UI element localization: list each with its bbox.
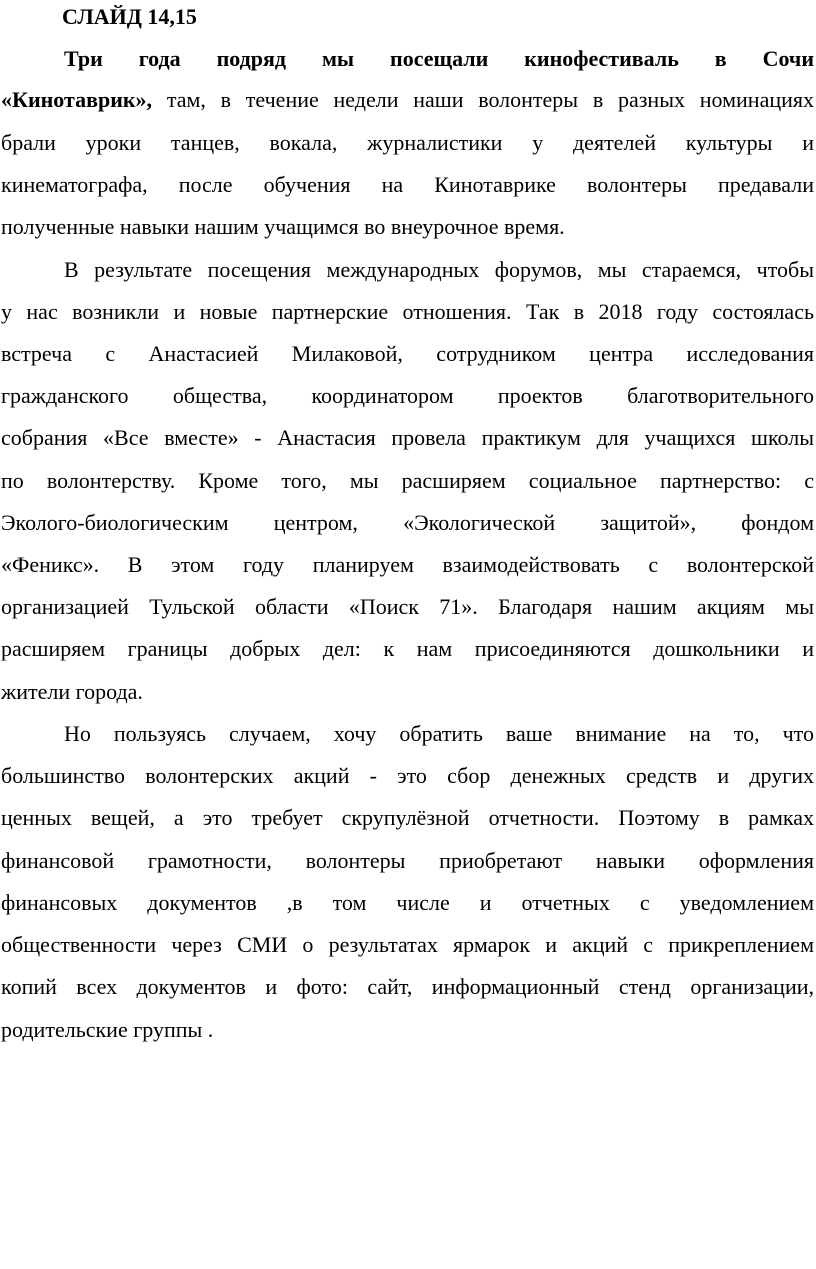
paragraph-2-line-4: гражданского общества, координатором проектов благотворительного (1, 383, 814, 408)
paragraph-1-line-1: Три года подряд мы посещали кинофестиваль в Сочи (64, 46, 814, 71)
paragraph-2-line-6: по волонтерству. Кроме того, мы расширяем социальное партнерство: с (1, 468, 814, 493)
festival-name: «Кинотаврик», (1, 87, 153, 112)
paragraph-2-line-11: жители города. (1, 679, 143, 704)
paragraph-3-line-8: родительские группы . (1, 1017, 214, 1042)
paragraph-2-line-5: собрания «Все вместе» - Анастасия провела практикум для учащихся школы (1, 425, 814, 450)
paragraph-2-line-9: организацией Тульской области «Поиск 71». Благодаря нашим акциям мы (1, 594, 814, 619)
paragraph-3-line-6: общественности через СМИ о результатах ярмарок и акций с прикреплением (1, 932, 814, 957)
paragraph-3-line-3: ценных вещей, а это требует скрупулёзной отчетности. Поэтому в рамках (1, 805, 814, 830)
paragraph-3-line-7: копий всех документов и фото: сайт, информационный стенд организации, (1, 974, 814, 999)
paragraph-2-line-2: у нас возникли и новые партнерские отношения. Так в 2018 году состоялась (1, 299, 814, 324)
paragraph-1-line-5: полученные навыки нашим учащимся во внеурочное время. (1, 214, 565, 239)
paragraph-1-line-2 (1, 85, 814, 115)
slide-title: СЛАЙД 14,15 (62, 4, 197, 29)
paragraph-2-line-3: встреча с Анастасией Милаковой, сотрудником центра исследования (1, 341, 814, 366)
paragraph-2-line-7: Эколого-биологическим центром, «Экологической защитой», фондом (1, 510, 814, 535)
paragraph-2-line-8: «Феникс». В этом году планируем взаимодействовать с волонтерской (1, 552, 814, 577)
paragraph-2-line-10: расширяем границы добрых дел: к нам присоединяются дошкольники и (1, 636, 814, 661)
paragraph-2-line-1: В результате посещения международных форумов, мы стараемся, чтобы (64, 257, 814, 282)
paragraph-3-line-2: большинство волонтерских акций - это сбор денежных средств и других (1, 763, 814, 788)
paragraph-3-line-4: финансовой грамотности, волонтеры приобретают навыки оформления (1, 848, 814, 873)
paragraph-1-line-3: брали уроки танцев, вокала, журналистики у деятелей культуры и (1, 130, 814, 155)
paragraph-3-line-5: финансовых документов ,в том числе и отчетных с уведомлением (1, 890, 814, 915)
paragraph-1-line-4: кинематографа, после обучения на Кинотаврике волонтеры предавали (1, 172, 814, 197)
paragraph-3-line-1: Но пользуясь случаем, хочу обратить ваше внимание на то, что (64, 721, 814, 746)
paragraph-1-line-2-text: там, в течение недели наши волонтеры в разных номинациях (152, 87, 814, 112)
